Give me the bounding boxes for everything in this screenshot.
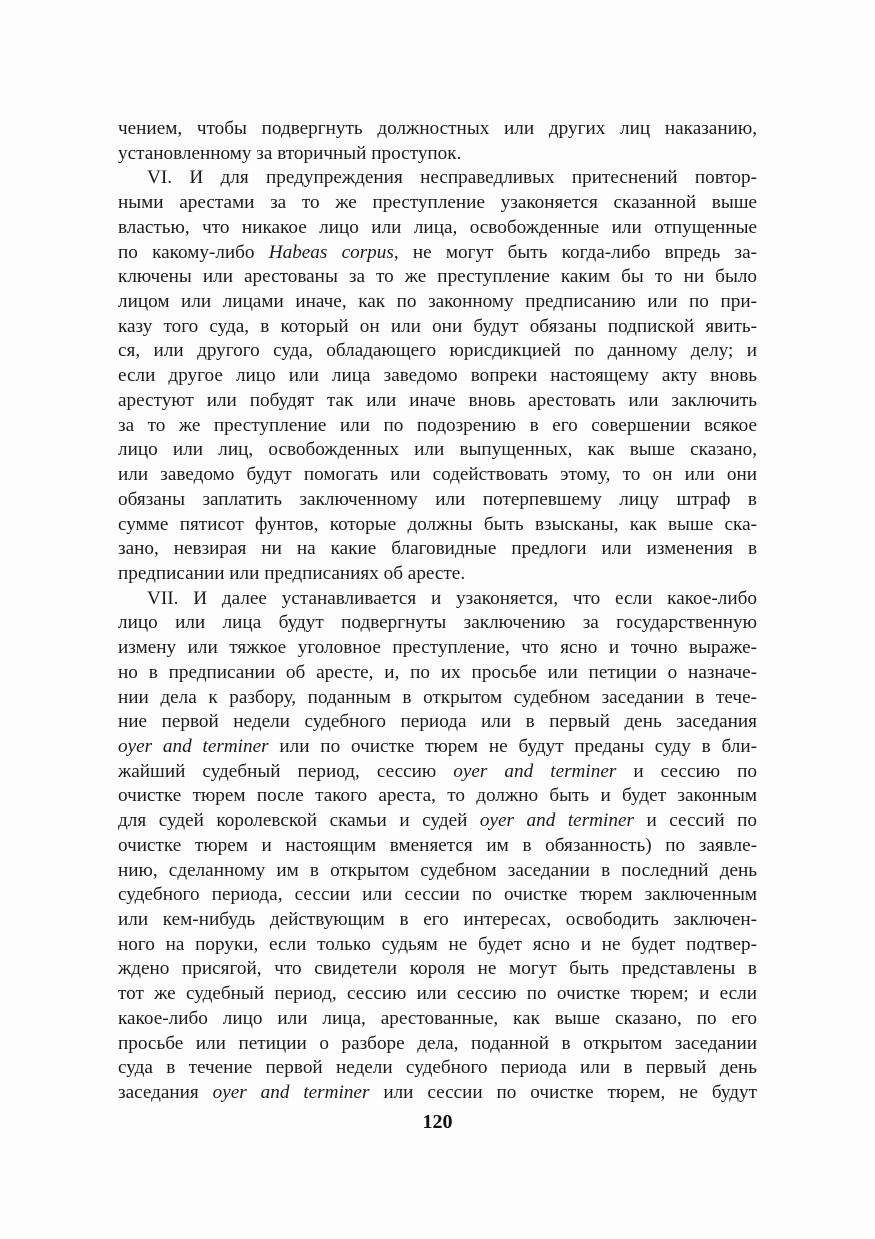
text-run: или кем-нибудь действующим в его интересах, освободить заключен- [118,909,757,930]
text-line [118,241,757,266]
text-run: обязаны заплатить заключенному или потерпевшему лицу штраф в [118,488,757,510]
text-run: по какому-либо [118,241,269,263]
text-line [118,488,757,513]
text-run: ными арестами за то же преступление узаконяется сказанной выше [118,192,757,214]
text-line [118,117,757,142]
paragraph-section-VI [118,166,757,586]
text-line [118,142,757,167]
text-run: VI. И для предупреждения несправедливых притеснений повтор- [147,167,757,189]
text-line [118,587,757,612]
text-run: лицо или лица будут подвергнуты заключению за государственную [118,612,757,634]
text-run: ждено присягой, что свидетели короля не могут быть представлены в [118,958,757,980]
text-run: арестуют или побудят так или иначе вновь арестовать или заключить [118,389,757,411]
italic-term: oyer and terminer [453,760,617,782]
text-line [118,834,757,859]
text-line [118,463,757,488]
text-line [118,661,757,686]
text-line [118,686,757,711]
text-run: властью, что никакое лицо или лица, освобожденные или отпущенные [118,216,757,238]
text-run: очистке тюрем и настоящим вменяется им в обязанность) по заявле- [118,834,757,856]
text-line [118,562,757,587]
text-run: ся, или другого суда, обладающего юрисдикцией по данному делу; и [118,340,757,362]
text-run: сумме пятисот фунтов, которые должны быть взысканы, как выше ска- [118,513,757,535]
text-line [118,315,757,340]
text-line [118,1007,757,1032]
text-run: суда в течение первой недели судебного периода или в первый день [118,1057,757,1079]
paragraph-section-VII [118,587,757,1106]
text-line [118,611,757,636]
text-run: лицом или лицами иначе, как по законному предписанию или по при- [118,291,757,313]
italic-term: oyer and terminer [118,735,269,757]
text-line [118,760,757,785]
text-run: какое-либо лицо или лица, арестованные, как выше сказано, по его [118,1007,757,1029]
text-line [118,265,757,290]
text-line [118,414,757,439]
text-run: или заведомо будут помогать или содействовать этому, то он или они [118,464,757,486]
text-run: тот же судебный период, сессию или сессию по очистке тюрем; и если [118,983,757,1005]
text-run: нию, сделанному им в открытом судебном заседании в последний день [118,859,757,881]
body-text [118,117,757,1106]
text-run: ключены или арестованы за то же преступление каким бы то ни было [118,266,757,288]
italic-term: oyer and terminer [212,1082,370,1104]
text-run: установленному за вторичный проступок. [118,142,462,164]
text-run: ние первой недели судебного периода или в первый день заседания [118,711,757,733]
text-run: просьбе или петиции о разборе дела, поданной в открытом заседании [118,1032,757,1054]
text-run: VII. И далее устанавливается и узаконяется, что если какое-либо [147,587,757,609]
text-line [118,1081,757,1106]
text-run: судебного периода, сессии или сессии по очистке тюрем заключенным [118,884,757,906]
text-line [118,784,757,809]
text-run: но в предписании об аресте, и, по их просьбе или петиции о назначе- [118,661,757,683]
text-run: предписании или предписаниях об аресте. [118,562,466,584]
text-line [118,883,757,908]
text-line [118,166,757,191]
text-run: и сессию по [616,760,757,782]
text-run: нии дела к разбору, поданным в открытом судебном заседании в тече- [118,686,757,708]
text-line [118,364,757,389]
text-line [118,537,757,562]
text-line [118,513,757,538]
page-number: 120 [422,1111,453,1133]
text-run: казу того суда, в который он или они будут обязаны подпиской явить- [118,315,757,337]
text-line [118,809,757,834]
text-line [118,438,757,463]
text-line [118,1056,757,1081]
text-line [118,735,757,760]
text-run: , не могут быть когда-либо впредь за- [393,241,757,263]
text-line [118,290,757,315]
text-run: лицо или лиц, освобожденных или выпущенных, как выше сказано, [118,439,757,461]
text-line [118,982,757,1007]
text-run: или сессии по очистке тюрем, не будут [369,1082,757,1104]
text-line [118,216,757,241]
text-line [118,1032,757,1057]
text-run: для судей королевской скамьи и судей [118,810,480,832]
text-line [118,339,757,364]
text-run: за то же преступление или по подозрению в его совершении всякое [118,414,757,436]
text-line [118,859,757,884]
text-line [118,933,757,958]
text-line [118,710,757,735]
text-line [118,191,757,216]
text-run: чением, чтобы подвергнуть должностных или других лиц наказанию, [118,118,757,139]
text-line [118,957,757,982]
text-run: заседания [118,1082,213,1104]
text-run: очистке тюрем после такого ареста, то должно быть и будет законным [118,785,757,807]
text-line [118,389,757,414]
text-run: зано, невзирая ни на какие благовидные предлоги или изменения в [118,538,757,560]
text-line [118,908,757,933]
italic-term: Habeas corpus [268,241,394,263]
italic-term: oyer and terminer [479,810,634,832]
text-run: и сессий по [633,810,757,832]
text-run: если другое лицо или лица заведомо вопреки настоящему акту вновь [118,365,757,387]
paragraph-continuation [118,117,757,166]
text-run: измену или тяжкое уголовное преступление, что ясно и точно выраже- [118,637,757,659]
text-line [118,636,757,661]
text-run: ного на поруки, если только судьям не будет ясно и не будет подтвер- [118,933,757,955]
text-run: или по очистке тюрем не будут преданы суду в бли- [268,735,757,757]
text-run: жайший судебный период, сессию [118,760,454,782]
